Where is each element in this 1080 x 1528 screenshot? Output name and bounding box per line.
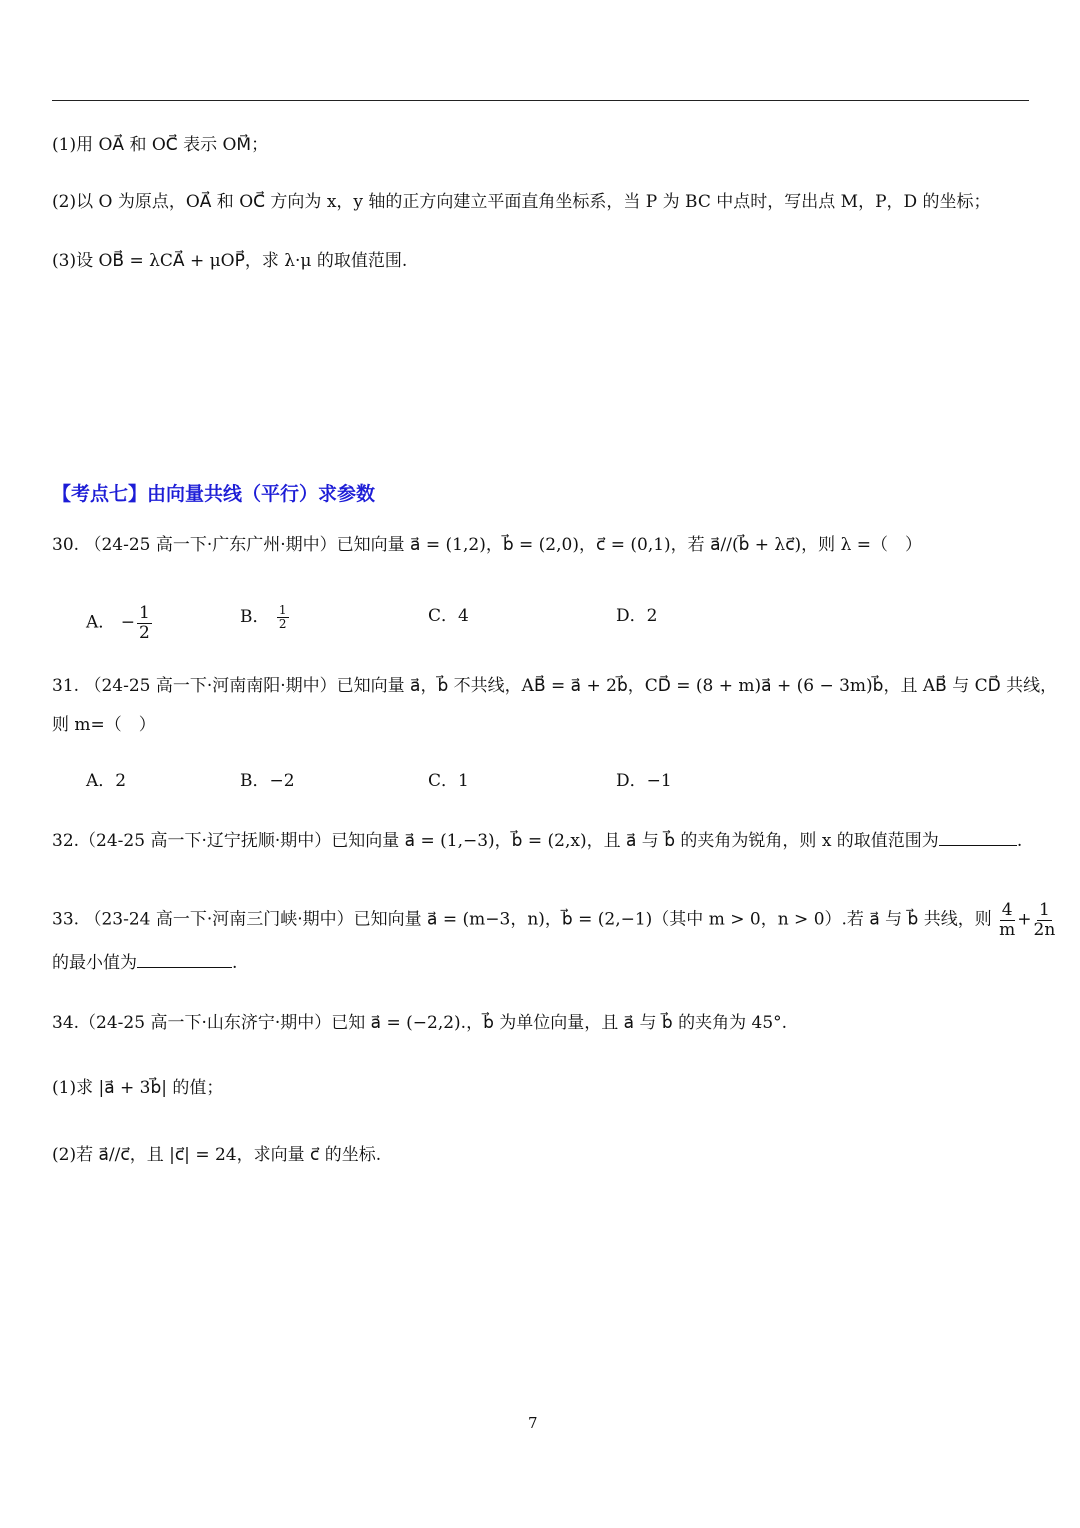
question-33-line1 (52, 901, 1057, 939)
question-30-option-c: C．4 (428, 606, 469, 626)
page-number: 7 (528, 1414, 538, 1432)
denominator: m (999, 919, 1016, 940)
denominator: 2n (1033, 919, 1056, 940)
question-31-option-d: D．−1 (616, 771, 672, 791)
period: . (1016, 831, 1023, 851)
numerator: 4 (1001, 900, 1013, 920)
option-label: B． (240, 607, 270, 628)
option-sign: − (120, 612, 135, 633)
question-30-option-a (86, 604, 154, 642)
question-32 (52, 829, 1022, 853)
question-33-stem-line2: 的最小值为 (52, 953, 137, 973)
prev-question-part3: (3)设 OB⃗ = λCA⃗ + μOP⃗，求 λ·μ 的取值范围. (52, 251, 408, 271)
question-32-stem: 32.（24-25 高一下·辽宁抚顺·期中）已知向量 a⃗ = (1,−3)，b⃗ = (2,x)，且 a⃗ 与 b⃗ 的夹角为锐角，则 x 的取值范围为 (52, 831, 939, 851)
question-31-option-b: B．−2 (240, 771, 295, 791)
question-34-part2: (2)若 a⃗//c⃗，且 |c⃗| = 24，求向量 c⃗ 的坐标. (52, 1145, 382, 1165)
fraction (999, 901, 1015, 939)
section-heading: 【考点七】由向量共线（平行）求参数 (52, 483, 376, 505)
fraction (277, 604, 289, 631)
fraction (1034, 901, 1056, 939)
denominator: 2 (278, 617, 287, 632)
numerator: 1 (138, 603, 150, 623)
question-30-option-b (240, 604, 291, 631)
period: . (232, 953, 238, 973)
header-rule (52, 100, 1029, 101)
question-34-stem: 34.（24-25 高一下·山东济宁·期中）已知 a⃗ = (−2,2).，b⃗ 为单位向量，且 a⃗ 与 b⃗ 的夹角为 45°. (52, 1013, 788, 1033)
question-30-stem: 30. （24-25 高一下·广东广州·期中）已知向量 a⃗ = (1,2)，b⃗ = (2,0)，c⃗ = (0,1)，若 a⃗//(b⃗ + λc⃗)，则 λ =（ ） (52, 535, 923, 555)
denominator: 2 (138, 622, 150, 643)
question-33-line2 (52, 951, 237, 975)
question-31-option-c: C．1 (428, 771, 469, 791)
option-label: A． (86, 612, 116, 633)
question-30-option-d: D．2 (616, 606, 658, 626)
prev-question-part1: (1)用 OA⃗ 和 OC⃗ 表示 OM⃗； (52, 135, 269, 155)
numerator: 1 (1039, 900, 1050, 920)
answer-blank (137, 953, 232, 968)
question-31-stem-line2: 则 m=（ ） (52, 715, 156, 735)
numerator: 1 (278, 603, 287, 617)
plus-sign: + (1017, 909, 1032, 930)
fraction (137, 604, 152, 642)
prev-question-part2: (2)以 O 为原点，OA⃗ 和 OC⃗ 方向为 x，y 轴的正方向建立平面直角坐标系，当 P 为 BC 中点时，写出点 M，P，D 的坐标； (52, 192, 991, 212)
answer-blank (939, 831, 1017, 846)
question-31-option-a: A．2 (86, 771, 127, 791)
question-33-stem: 33. （23-24 高一下·河南三门峡·期中）已知向量 a⃗ = (m−3，n)，b⃗ = (2,−1)（其中 m > 0，n > 0）.若 a⃗ 与 b⃗ 共线，则 (52, 909, 992, 930)
question-31-stem-line1: 31. （24-25 高一下·河南南阳·期中）已知向量 a⃗，b⃗ 不共线，AB⃗ = a⃗ + 2b⃗，CD⃗ = (8 + m)a⃗ + (6 − 3m)b⃗，且 AB⃗ 与 CD⃗ 共线， (52, 676, 1058, 696)
question-34-part1: (1)求 |a⃗ + 3b⃗| 的值； (52, 1078, 224, 1098)
